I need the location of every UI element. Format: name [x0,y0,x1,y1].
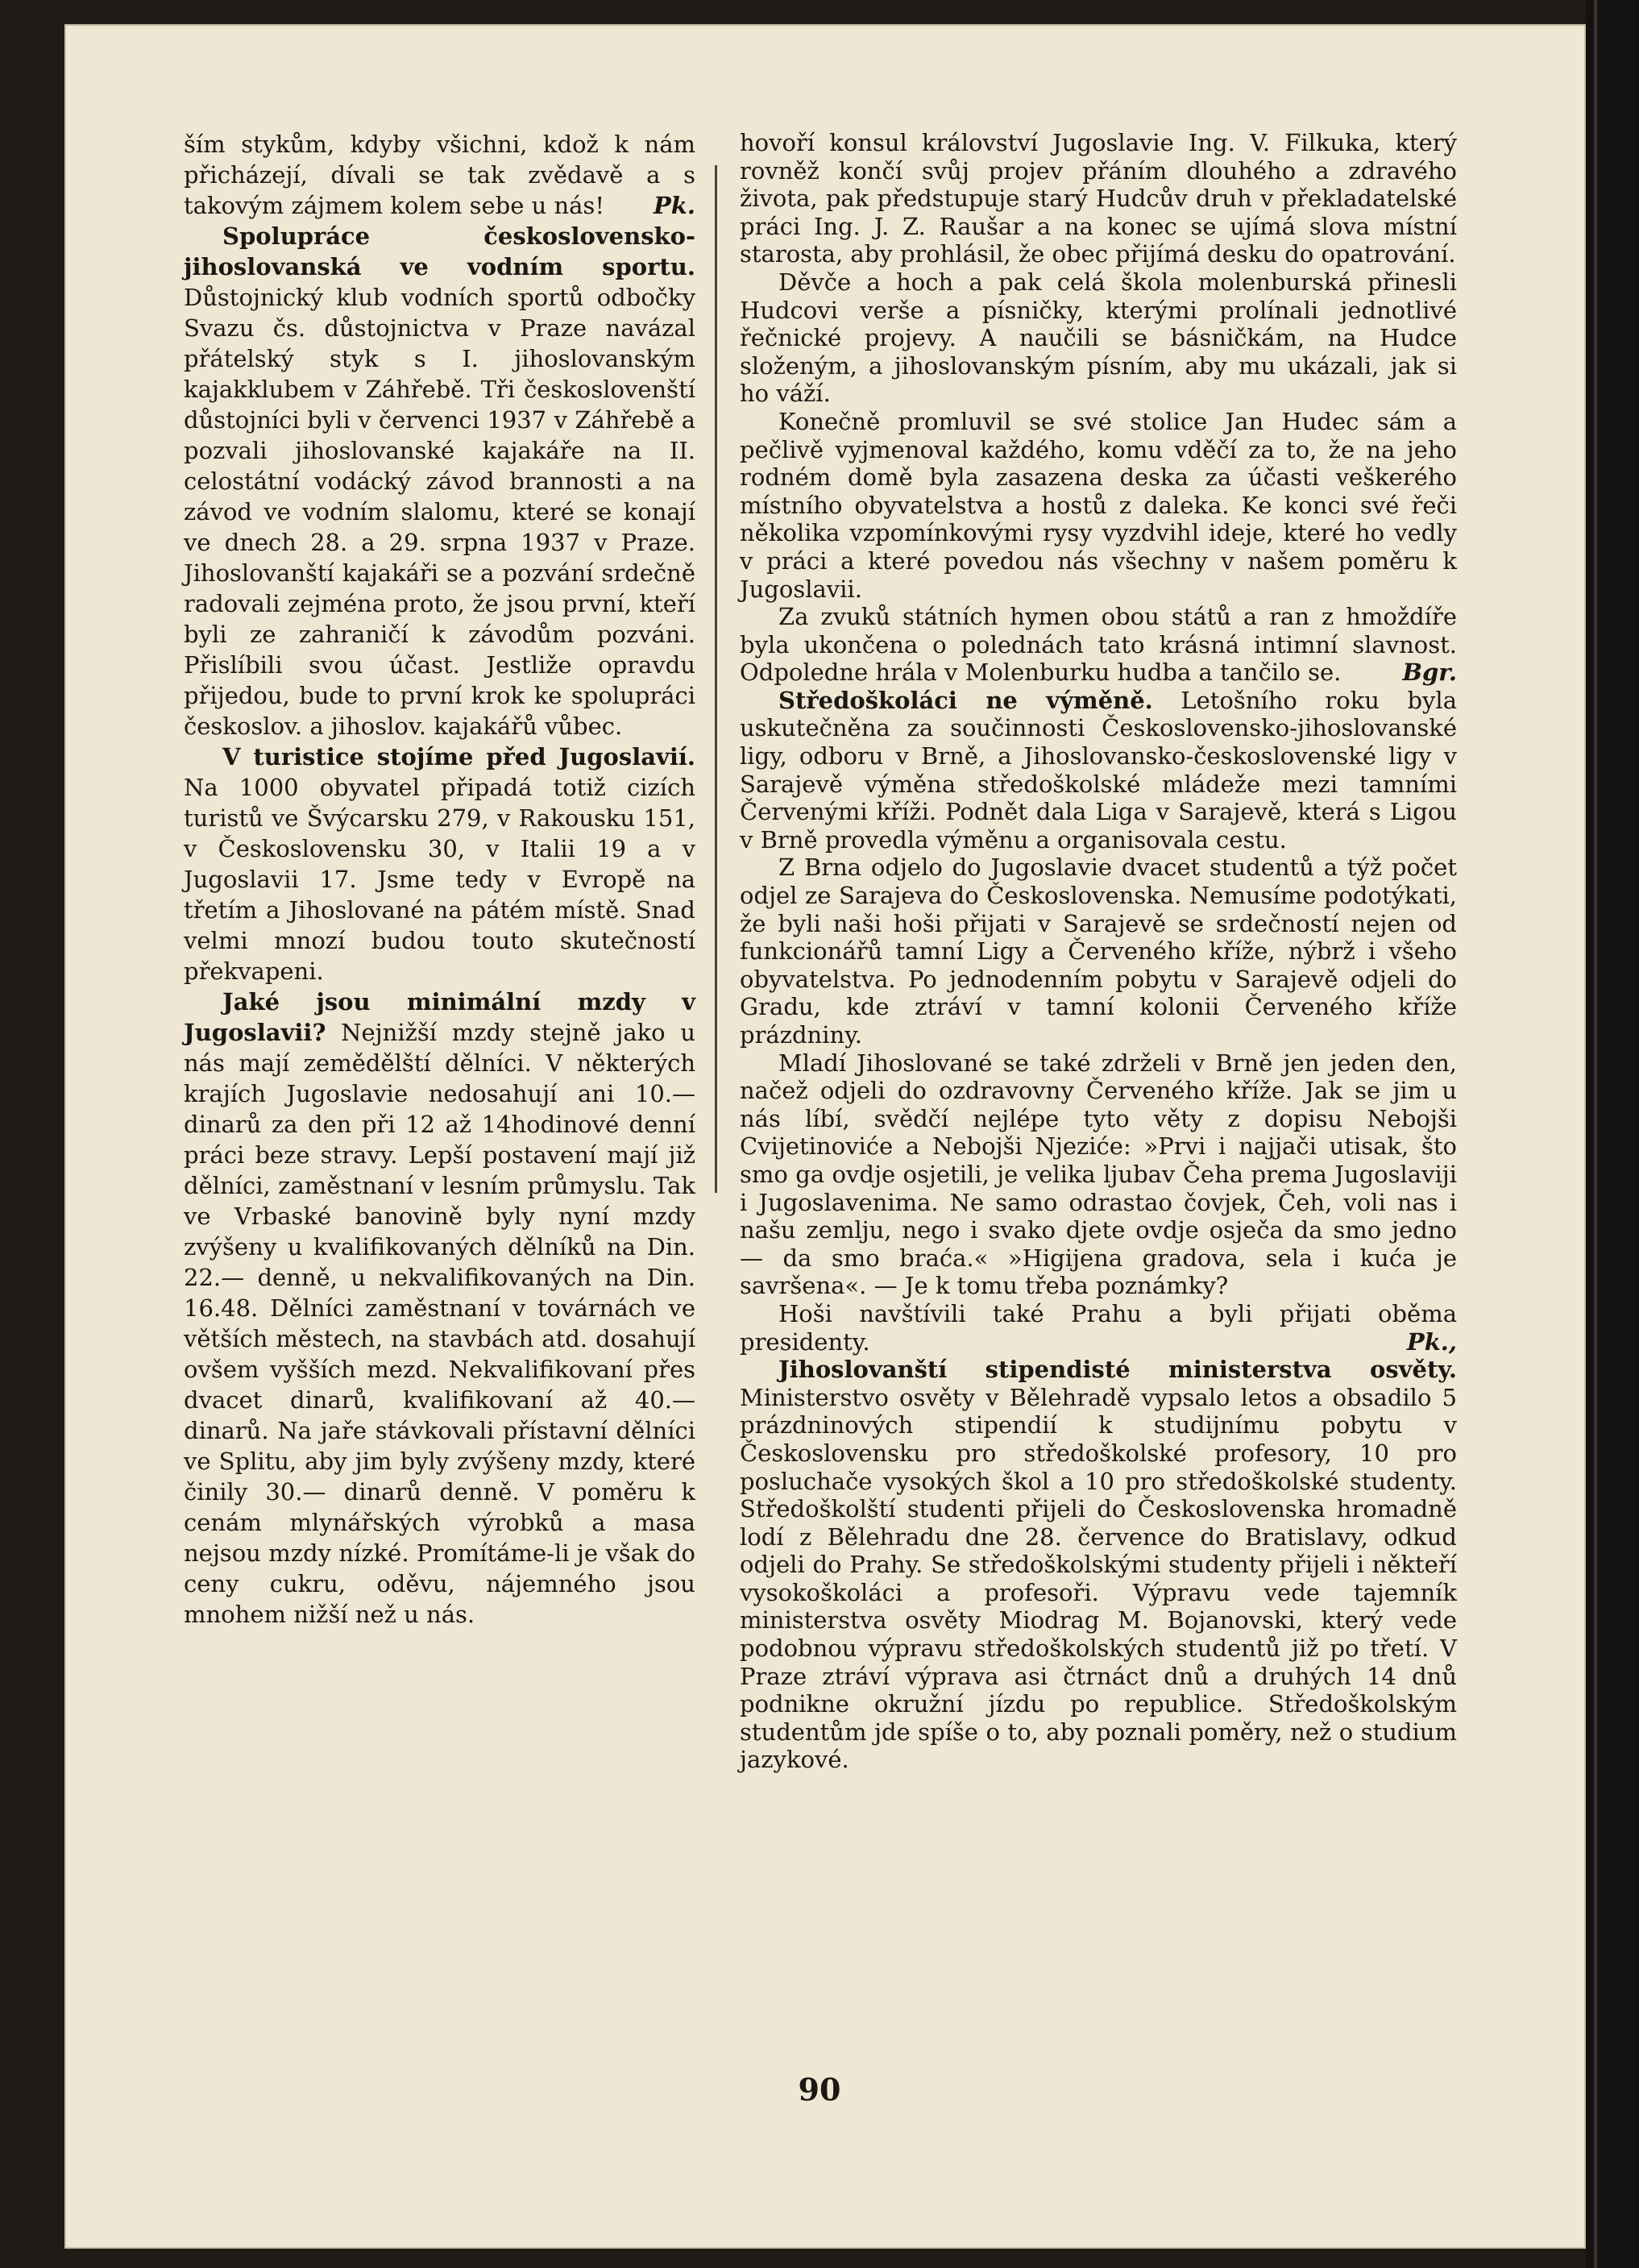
paragraph: Z Brna odjelo do Jugoslavie dvacet studentů a týž počet odjel ze Sarajeva do Československa. Nemusíme podotýkati, že byli naši hoši přijati v Sarajevě se srdečností nejen od funkcionářů tamní Ligy a Červeného kříže, nýbrž i všeho obyvatelstva. Po jednodenním pobytu v Sarajevě odjeli do Gradu, kde ztráví v tamní kolonii Červeného kříže prázdniny. [740,854,1457,1049]
paragraph: Děvče a hoch a pak celá škola molenburská přinesli Hudcovi verše a písničky, kterými prolínali jednotlivé řečnické projevy. A naučili se básničkám, na Hudce složeným, a jihoslovanským písním, aby mu ukázali, jak si ho váží. [740,268,1457,408]
article-stredoskolaci: Středoškoláci ne výměně. Letošního roku byla uskutečněna za součinnosti Československo-jihoslovanské ligy, odboru v Brně, a Jihoslovansko-československé ligy v Sarajevě výměna středoškolské mládeže mezi tamními Červenými kříži. Podnět dala Liga v Sarajevě, která s Ligou v Brně provedla výměnu a organisovala cestu. [740,686,1457,854]
right-column [740,129,1457,1774]
author-signature: Bgr. [1402,658,1457,687]
author-signature: Pk. [654,192,695,219]
paragraph: hovoří konsul království Jugoslavie Ing. V. Filkuka, který rovněž končí svůj projev přáním dlouhého a zdravého života, pak předstupuje starý Hudcův druh v překladatelské práci Ing. J. Z. Raušar a na konec se ujímá slova místní starosta, aby prohlásil, že obec přijímá desku do opatrování. [740,129,1457,268]
article-heading: Středoškoláci ne výměně. [778,686,1153,714]
article-heading: Jihoslovanští stipendisté ministerstva osvěty. [778,1356,1457,1384]
paragraph: Mladí Jihoslované se také zdrželi v Brně jen jeden den, načež odjeli do ozdravovny Červeného kříže. Jak se jim u nás líbí, svědčí nejlépe tyto věty z dopisu Nebojši Cvijetinoviće a Nebojši Njeziće: »Prvi i najjači utisak, što smo ga ovdje osjetili, je velika ljubav Čeha prema Jugoslaviji i Jugoslavenima. Ne samo odrastao čovjek, Čeh, voli nas i našu zemlju, nego i svako djete ovdje osječa da smo jedno — da smo braća.« »Higijena gradova, sela i kuća je savršena«. — Je k tomu třeba poznámky? [740,1049,1457,1300]
article-turistika: V turistice stojíme před Jugoslavií. Na 1000 obyvatel připadá totiž cizích turistů ve Švýcarsku 279, v Rakousku 151, v Československu 30, v Italii 19 a v Jugoslavii 17. Jsme tedy v Evropě na třetím a Jihoslované na pátém místě. Snad velmi mnozí budou touto skutečností překvapeni. [184,743,695,985]
column-divider [715,165,717,1193]
paragraph: Za zvuků státních hymen obou států a ran z hmoždíře byla ukončena o polednách tato krásná intimní slavnost. Odpoledne hrála v Molenburku hudba a tančilo se. Bgr. [740,603,1457,687]
article-mzdy: Jaké jsou minimální mzdy v Jugoslavii? Nejnižší mzdy stejně jako u nás mají zemědělští dělníci. V některých krajích Jugoslavie nedosahují ani 10.— dinarů za den při 12 až 14hodinové denní práci beze stravy. Lepší postavení mají již dělníci, zaměstnaní v lesním průmyslu. Tak ve Vrbaské banovině byly nyní mzdy zvýšeny u kvalifikovaných dělníků na Din. 22.— denně, u nekvalifikovaných na Din. 16.48. Dělníci zaměstnaní v továrnách ve větších městech, na stavbách atd. dosahují ovšem vyšších mezd. Nekvalifikovaní přes dvacet dinarů, kvalifikovaní až 40.— dinarů. Na jaře stávkovali přístavní dělníci ve Splitu, aby jim byly zvýšeny mzdy, které činily 30.— dinarů denně. V poměru k cenám mlynářských výrobků a masa nejsou mzdy nízké. Promítáme-li je však do ceny cukru, oděvu, nájemného jsou mnohem nižší než u nás. [184,988,695,1628]
left-column [184,129,695,1630]
paragraph: ším stykům, kdyby všichni, kdož k nám přicházejí, dívali se tak zvědavě a s takovým zájmem kolem sebe u nás! Pk. [184,131,695,219]
article-spoluprace: Spolupráce československo-jihoslovanská ve vodním sportu. Důstojnický klub vodních sportů odbočky Svazu čs. důstojnictva v Praze navázal přátelský styk s I. jihoslovanským kajakklubem v Záhřebě. Tři českoslovenští důstojníci byli v červenci 1937 v Záhřebě a pozvali jihoslovanské kajakáře na II. celostátní vodácký závod brannosti a na závod ve vodním slalomu, které se konají ve dnech 28. a 29. srpna 1937 v Praze. Jihoslovanští kajakáři se a pozvání srdečně radovali zejména proto, že jsou první, kteří byli ze zahraničí k závodům pozváni. Přislíbili svou účast. Jestliže opravdu přijedou, bude to první krok ke spolupráci českoslov. a jihoslov. kajakářů vůbec. [184,222,695,740]
binding-fold [1594,0,1597,2268]
page-number: 90 [798,2071,841,2108]
article-heading: Spolupráce československo-jihoslovanská ve vodním sportu. [184,222,695,280]
article-stipendiste: Jihoslovanští stipendisté ministerstva osvěty. Ministerstvo osvěty v Bělehradě vypsalo letos a obsadilo 5 prázdninových stipendií k studijnímu pobytu v Československu pro středoškolské profesory, 10 pro posluchače vysokých škol a 10 pro středoškolské studenty. Středoškolští studenti přijeli do Československa hromadně lodí z Bělehradu dne 28. července do Bratislavy, odkud odjeli do Prahy. Se středoškolskými studenty přijeli i někteří vysokoškoláci a profesoři. Výpravu vede tajemník ministerstva osvěty Miodrag M. Bojanovski, který vede podobnou výpravu středoškolských studentů již po třetí. V Praze ztráví výprava asi čtrnáct dnů a druhých 14 dnů podnikne okružní jízdu po republice. Středoškolským studentům jde spíše o to, aby poznali poměry, než o studium jazykové. [740,1356,1457,1774]
article-heading: V turistice stojíme před Jugoslavií. [222,743,695,771]
author-signature: Pk., [1406,1327,1457,1356]
paragraph: Hoši navštívili také Prahu a byli přijati oběma presidenty. Pk., [740,1299,1457,1356]
article-heading: Jaké jsou minimální mzdy v Jugoslavii? [184,988,695,1046]
paragraph: Konečně promluvil se své stolice Jan Hudec sám a pečlivě vyjmenoval každého, komu vděčí za to, že na jeho rodném domě byla zasazena deska za účasti veškerého místního obyvatelstva a hostů z daleka. Ke konci své řeči několika vzpomínkovými rysy vyzdvihl ideje, které ho vedly v práci a které povedou nás všechny v našem poměru k Jugoslavii. [740,407,1457,603]
